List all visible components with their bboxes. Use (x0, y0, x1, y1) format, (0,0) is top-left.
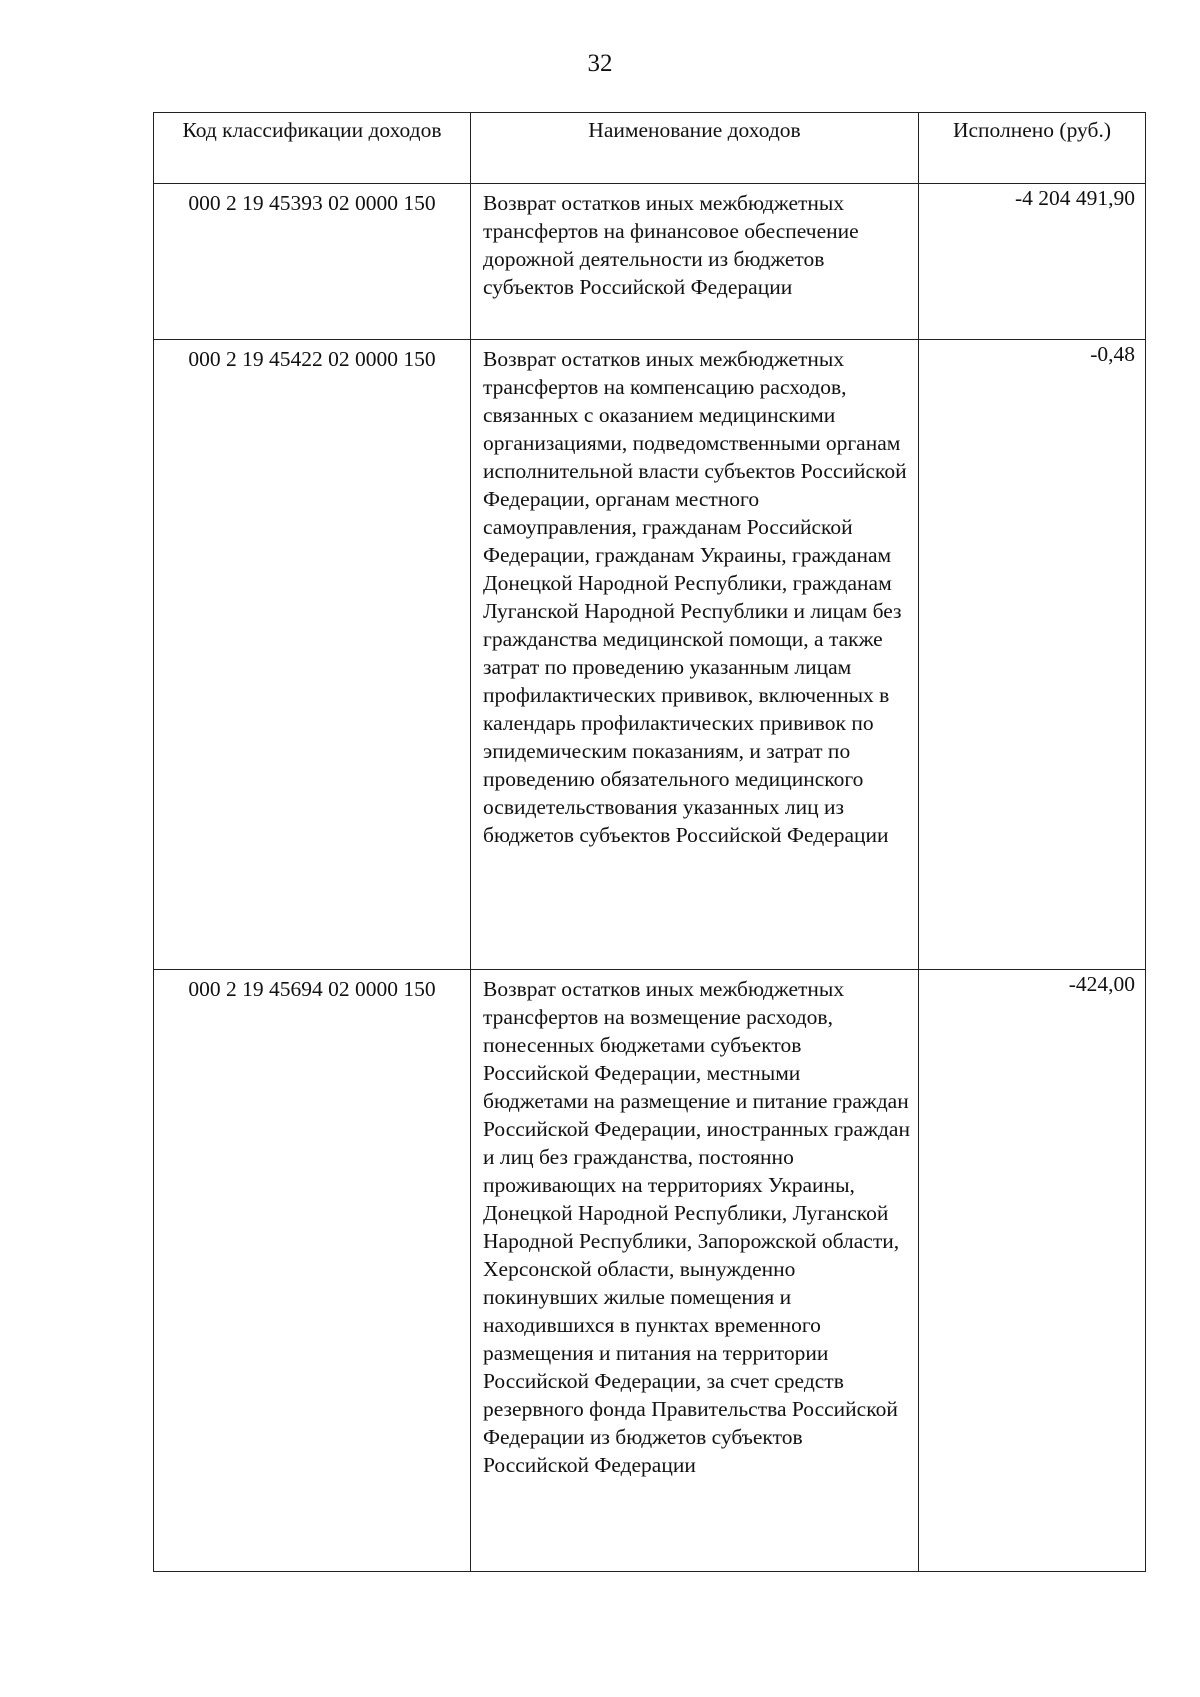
header-amount: Исполнено (руб.) (919, 113, 1146, 184)
row-code: 000 2 19 45393 02 0000 150 (154, 184, 471, 340)
page-number: 32 (587, 50, 613, 77)
row-name: Возврат остатков иных межбюджетных трансфертов на возмещение расходов, понесенных бюджетами субъектов Российской Федерации, местными бюджетами на размещение и питание граждан Российской Федерации, иностранных граждан и лиц без гражданства, постоянно проживающих на территориях Украины, Донецкой Народной Республики, Луганской Народной Республики, Запорожской области, Херсонской области, вынужденно покинувших жилые помещения и находившихся в пунктах временного размещения и питания на территории Российской Федерации, за счет средств резервного фонда Правительства Российской Федерации из бюджетов субъектов Российской Федерации (471, 970, 919, 1572)
header-name: Наименование доходов (471, 113, 919, 184)
revenue-table (153, 112, 1146, 1572)
table-header-row (154, 113, 1146, 184)
row-amount: -0,48 (919, 340, 1146, 970)
table-row (154, 970, 1146, 1572)
row-code: 000 2 19 45422 02 0000 150 (154, 340, 471, 970)
row-amount: -424,00 (919, 970, 1146, 1572)
row-name: Возврат остатков иных межбюджетных трансфертов на финансовое обеспечение дорожной деятельности из бюджетов субъектов Российской Федерации (471, 184, 919, 340)
row-amount: -4 204 491,90 (919, 184, 1146, 340)
row-name: Возврат остатков иных межбюджетных трансфертов на компенсацию расходов, связанных с оказанием медицинскими организациями, подведомственными органам исполнительной власти субъектов Российской Федерации, органам местного самоуправления, гражданам Российской Федерации, гражданам Украины, гражданам Донецкой Народной Республики, гражданам Луганской Народной Республики и лицам без гражданства медицинской помощи, а также затрат по проведению указанным лицам профилактических прививок, включенных в календарь профилактических прививок по эпидемическим показаниям, и затрат по проведению обязательного медицинского освидетельствования указанных лиц из бюджетов субъектов Российской Федерации (471, 340, 919, 970)
table-row (154, 340, 1146, 970)
header-code: Код классификации доходов (154, 113, 471, 184)
table-row (154, 184, 1146, 340)
row-code: 000 2 19 45694 02 0000 150 (154, 970, 471, 1572)
